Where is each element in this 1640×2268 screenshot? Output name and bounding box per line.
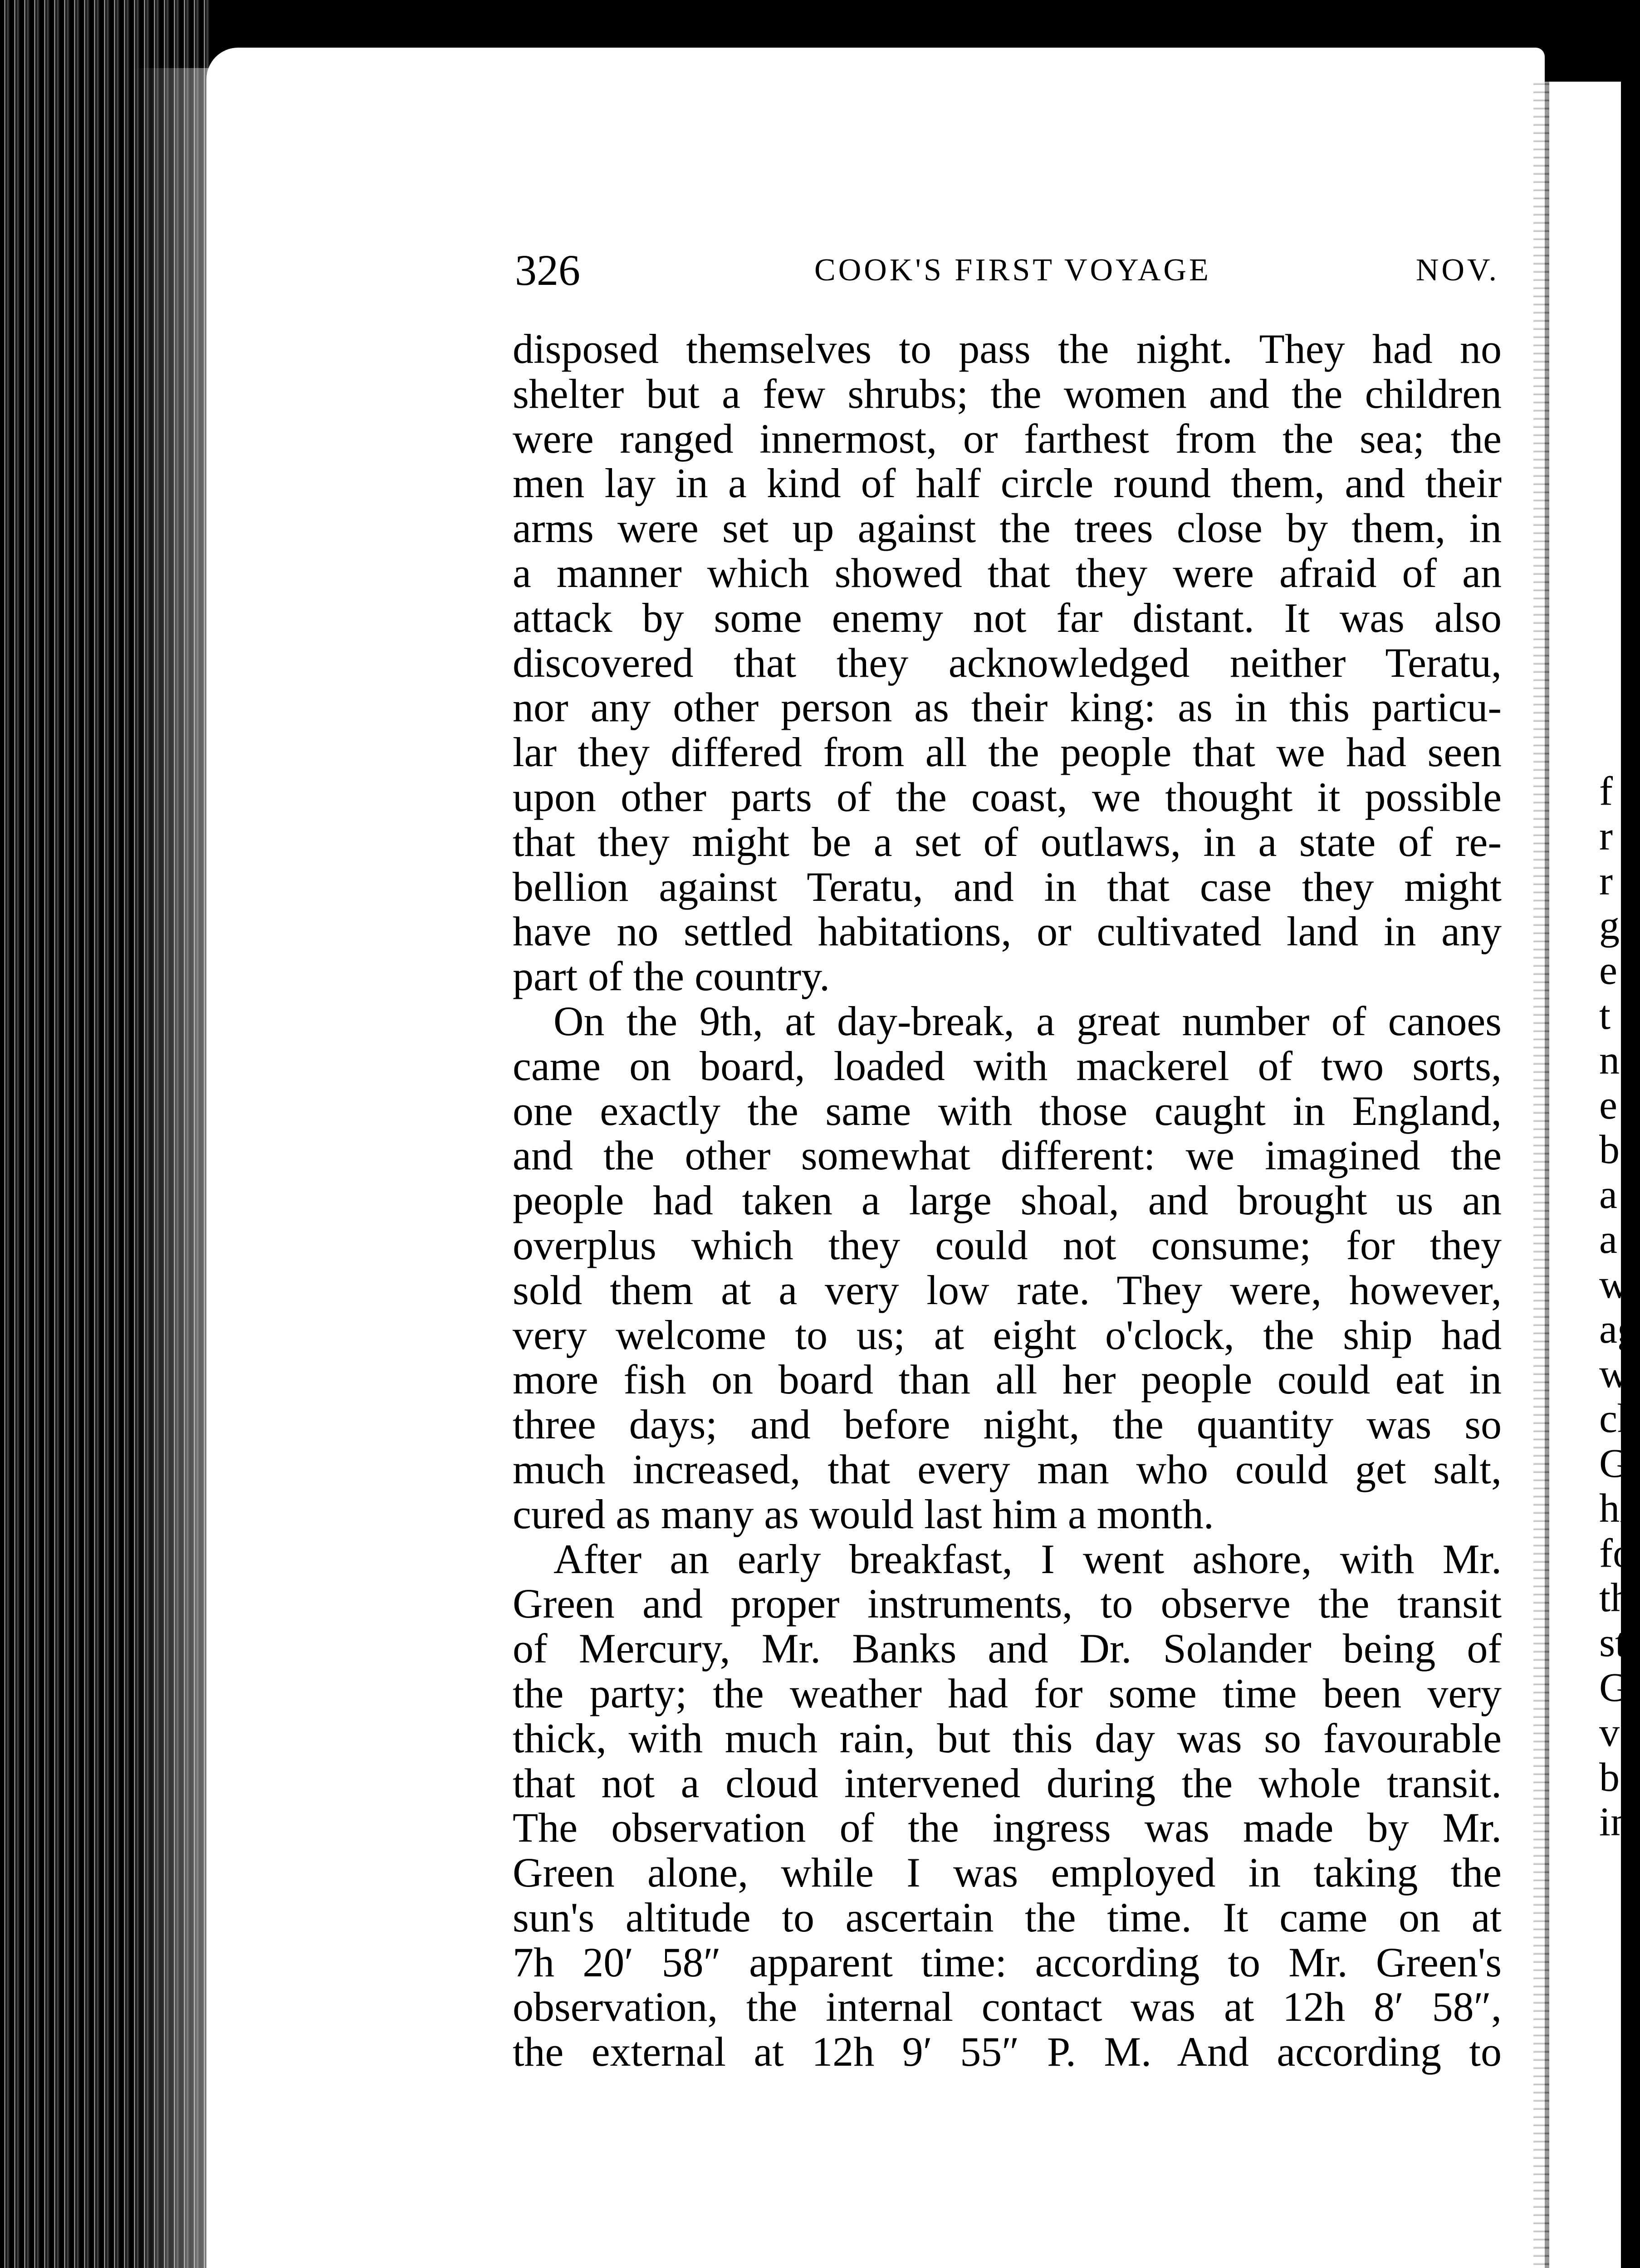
text-line: that not a cloud intervened during the whole transit. [513,1760,1502,1806]
text-line: sun's altitude to ascertain the time. It came on at [513,1894,1502,1941]
next-page-fragment: ag [1599,1306,1638,1352]
text-line: one exactly the same with those caught in England, [513,1087,1502,1134]
text-line: three days; and before night, the quantity was so [513,1401,1502,1448]
running-header [515,245,1499,304]
text-line: bellion against Teratu, and in that case they might [513,863,1502,910]
next-page-fragment: b [1599,1127,1620,1173]
text-line: The observation of the ingress was made by Mr. [513,1804,1502,1851]
text-line: more fish on board than all her people could eat in [513,1356,1502,1403]
text-line: upon other parts of the coast, we thought it possible [513,773,1502,820]
text-line: men lay in a kind of half circle round them, and their [513,460,1502,507]
text-line: cured as many as would last him a month. [513,1491,1214,1537]
text-line: came on board, loaded with mackerel of two sorts, [513,1042,1502,1089]
next-page-fragment: f [1599,769,1613,814]
text-line: of Mercury, Mr. Banks and Dr. Solander being of [513,1625,1502,1672]
text-line: a manner which showed that they were afraid of an [513,549,1502,596]
text-line: that they might be a set of outlaws, in a state of re- [513,818,1502,865]
running-title: COOK'S FIRST VOYAGE [814,253,1211,288]
next-page-fragment: th [1599,1575,1631,1621]
text-line: sold them at a very low rate. They were, however, [513,1266,1502,1313]
text-line: much increased, that every man who could get salt, [513,1446,1502,1492]
text-line: people had taken a large shoal, and brought us an [513,1177,1502,1224]
text-line: disposed themselves to pass the night. They had no [513,326,1502,372]
text-line: After an early breakfast, I went ashore, with Mr. [553,1535,1502,1582]
next-page-fragment: vo [1599,1710,1640,1755]
next-page-fragment: G [1599,1441,1629,1486]
text-line: the party; the weather had for some time been very [513,1670,1502,1716]
next-page-fragment: ch [1599,1396,1638,1442]
next-page-fragment: e [1599,1082,1617,1128]
next-page-fragment: sti [1599,1620,1638,1666]
text-line: and the other somewhat different: we imagined the [513,1132,1502,1179]
next-page-fragment: n [1599,1037,1620,1083]
text-line: shelter but a few shrubs; the women and the children [513,370,1502,417]
text-line: 7h 20′ 58″ apparent time: according to Mr. Green's [513,1939,1502,1985]
next-page-fragment: t [1599,993,1611,1038]
text-line: lar they differed from all the people that we had seen [513,729,1502,776]
text-line: observation, the internal contact was at 12h 8′ 58″, [513,1984,1502,2030]
next-page-fragment: ba [1599,1755,1638,1800]
next-page-fragment: r [1599,813,1613,859]
text-line: have no settled habitations, or cultivated land in any [513,908,1502,955]
text-line: the external at 12h 9′ 55″ P. M. And according to [513,2028,1502,2075]
next-page-fragment: hi [1599,1486,1631,1531]
text-line: Green alone, while I was employed in taking the [513,1849,1502,1896]
text-line: Green and proper instruments, to observe the transit [513,1580,1502,1627]
text-line: On the 9th, at day-break, a great number of canoes [553,997,1502,1044]
text-line: thick, with much rain, but this day was so favourable [513,1715,1502,1761]
running-month: NOV. [1415,253,1499,288]
next-page-fragment: g [1599,903,1620,948]
next-page-fragment: a [1599,1217,1617,1262]
next-page-fragment: w [1599,1261,1629,1307]
next-page-fragment: w [1599,1351,1629,1397]
text-line: discovered that they acknowledged neither Teratu, [513,639,1502,686]
page-number: 326 [515,246,580,294]
text-line: overplus which they could not consume; for they [513,1222,1502,1268]
next-page-fragment: e [1599,948,1617,993]
text-line: very welcome to us; at eight o'clock, the ship had [513,1311,1502,1358]
text-line: nor any other person as their king: as in this particu- [513,684,1502,731]
body-text [513,327,1502,2074]
next-page-fragment: fo [1599,1530,1633,1576]
next-page-fragment: r [1599,858,1613,904]
next-page-fragment: in [1599,1799,1631,1845]
text-line: were ranged innermost, or farthest from the sea; the [513,415,1502,462]
text-line: arms were set up against the trees close by them, in [513,505,1502,552]
text-line: part of the country. [513,953,830,1000]
next-page-fragment: G [1599,1665,1629,1710]
text-line: attack by some enemy not far distant. It was also [513,594,1502,641]
next-page-fragment: a [1599,1172,1617,1217]
